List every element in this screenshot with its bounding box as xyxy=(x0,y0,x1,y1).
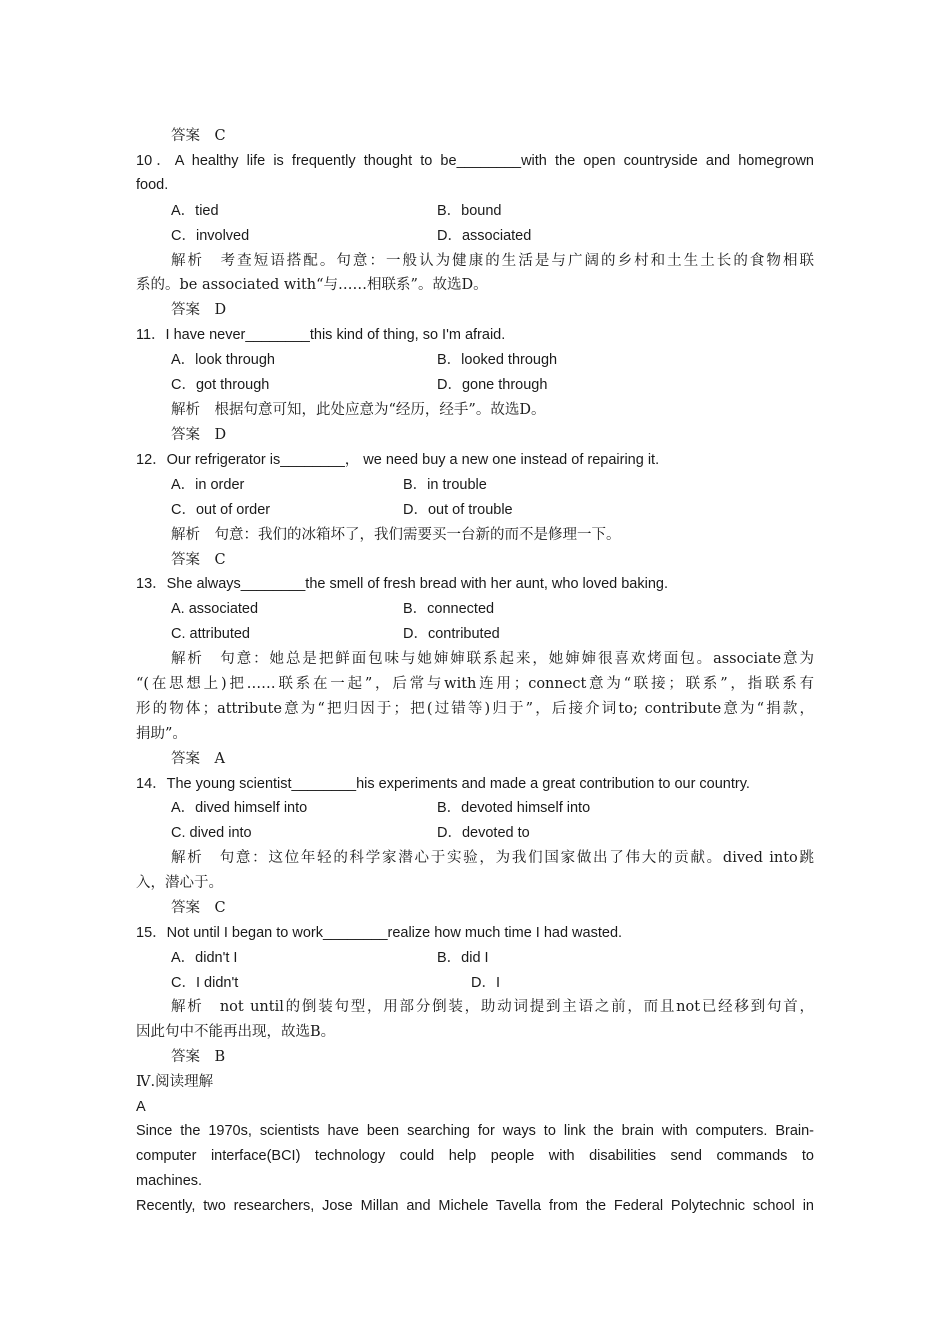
option-a: A. associated xyxy=(171,601,259,617)
question-10-cont: food. xyxy=(136,177,169,193)
explanation: 解析 考查短语搭配。句意：一般认为健康的生活是与广阔的乡村和土生土长的食物相联 xyxy=(171,253,814,269)
passage-paragraph-cont: computer interface(BCI) technology could help people with disabilities send commands to xyxy=(136,1148,814,1164)
answer-line: 答案 C xyxy=(171,128,226,144)
option-c: C. dived into xyxy=(171,825,252,841)
option-c: C. attributed xyxy=(171,626,250,642)
passage-paragraph-cont: machines. xyxy=(136,1173,203,1189)
answer-line: 答案 D xyxy=(171,302,227,318)
explanation-cont: 捐助”。 xyxy=(136,726,187,742)
explanation: 解析 not until的倒装句型，用部分倒装，助动词提到主语之前，而且not已经移到句首， xyxy=(171,999,814,1015)
option-c: C．I didn't xyxy=(171,975,239,991)
option-d: D．gone through xyxy=(437,377,548,393)
option-c: C．involved xyxy=(171,228,250,244)
explanation: 解析 句意：我们的冰箱坏了，我们需要买一台新的而不是修理一下。 xyxy=(171,527,621,543)
option-b: B．connected xyxy=(403,601,495,617)
explanation-cont: 系的。be associated with“与……相联系”。故选D。 xyxy=(136,277,488,293)
question-15: 15．Not until I began to work________realize how much time I had wasted. xyxy=(136,925,623,941)
option-b: B．did I xyxy=(437,950,489,966)
question-13: 13．She always________the smell of fresh bread with her aunt, who loved baking. xyxy=(136,576,668,592)
explanation-cont: 因此句中不能再出现，故选B。 xyxy=(136,1024,336,1040)
option-d: D．contributed xyxy=(403,626,500,642)
passage-paragraph: Recently, two researchers, Jose Millan and Michele Tavella from the Federal Polytechnic school in xyxy=(136,1198,814,1214)
option-d: D．associated xyxy=(437,228,532,244)
explanation-cont: “(在思想上)把……联系在一起”，后常与with连用；connect意为“联接；联系”，指联系有 xyxy=(136,676,814,692)
explanation: 解析 句意：她总是把鲜面包味与她婶婶联系起来，她婶婶很喜欢烤面包。associate意为 xyxy=(171,651,814,667)
question-10: 10．A healthy life is frequently thought to be________with the open countryside and homegrown xyxy=(136,153,814,169)
option-a: A．tied xyxy=(171,203,219,219)
option-d: D．devoted to xyxy=(437,825,530,841)
answer-line: 答案 A xyxy=(171,751,225,767)
question-14: 14．The young scientist________his experiments and made a great contribution to our country. xyxy=(136,776,750,792)
answer-line: 答案 C xyxy=(171,900,226,916)
option-b: B．devoted himself into xyxy=(437,800,591,816)
explanation-cont: 入，潜心于。 xyxy=(136,875,223,891)
passage-paragraph: Since the 1970s, scientists have been searching for ways to link the brain with computers. Brain- xyxy=(136,1123,814,1139)
option-b: B．looked through xyxy=(437,352,558,368)
passage-label: A xyxy=(136,1099,146,1115)
option-d: D．I xyxy=(471,975,500,991)
option-d: D．out of trouble xyxy=(403,502,513,518)
option-c: C．got through xyxy=(171,377,270,393)
option-c: C．out of order xyxy=(171,502,271,518)
answer-line: 答案 B xyxy=(171,1049,226,1065)
answer-line: 答案 C xyxy=(171,552,226,568)
section-heading: Ⅳ.阅读理解 xyxy=(136,1074,214,1090)
option-a: A．look through xyxy=(171,352,275,368)
option-a: A．didn't I xyxy=(171,950,238,966)
explanation: 解析 句意：这位年轻的科学家潜心于实验，为我们国家做出了伟大的贡献。dived into跳 xyxy=(171,850,814,866)
option-a: A．in order xyxy=(171,477,245,493)
option-b: B．in trouble xyxy=(403,477,487,493)
option-b: B．bound xyxy=(437,203,502,219)
question-11: 11．I have never________this kind of thing, so I'm afraid. xyxy=(136,327,506,343)
question-12: 12．Our refrigerator is________， we need buy a new one instead of repairing it. xyxy=(136,452,660,468)
explanation-cont: 形的物体；attribute意为“把归因于；把(过错等)归于”，后接介词to; contribute意为“捐款， xyxy=(136,701,814,717)
explanation: 解析 根据句意可知，此处应意为“经历，经手”。故选D。 xyxy=(171,402,546,418)
answer-line: 答案 D xyxy=(171,427,227,443)
option-a: A．dived himself into xyxy=(171,800,308,816)
